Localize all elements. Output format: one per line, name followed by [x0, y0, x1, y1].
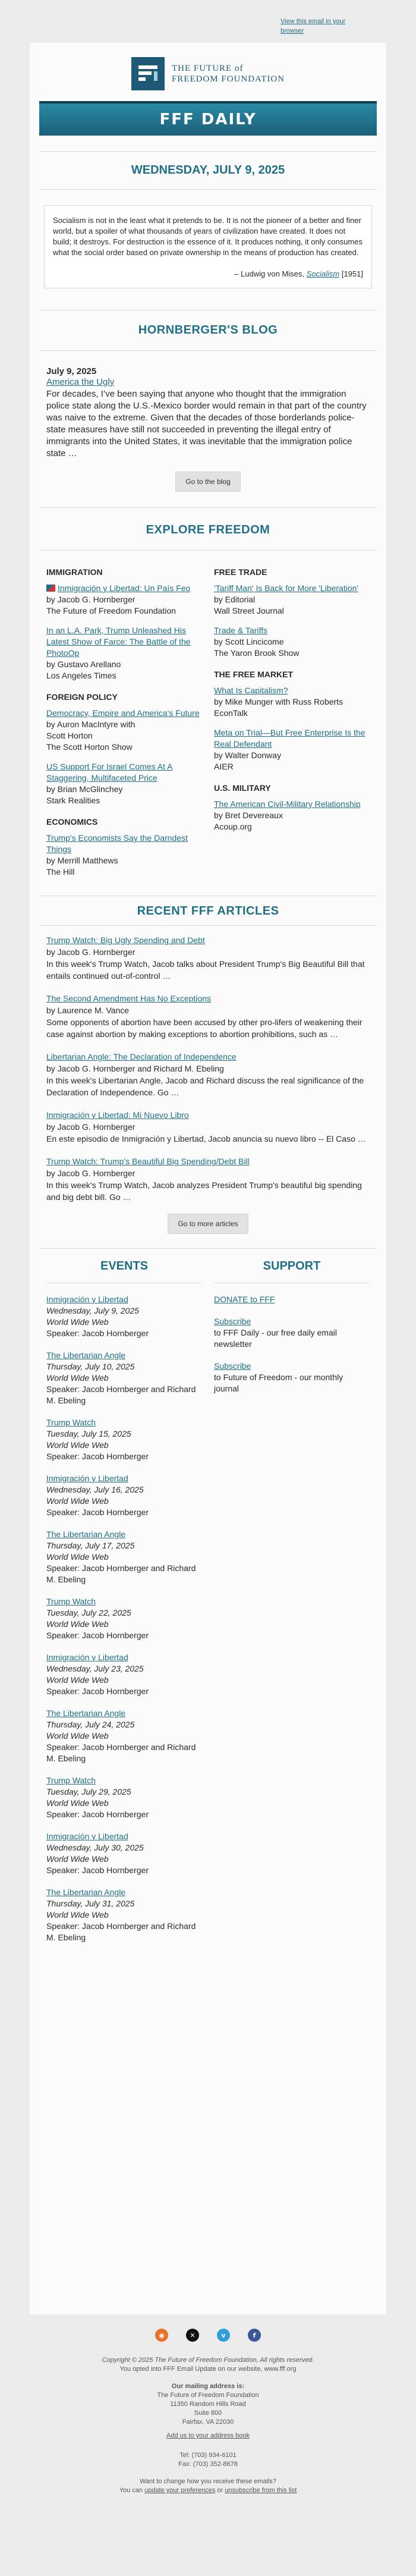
blog-section-title: HORNBERGER'S BLOG	[138, 323, 278, 337]
explore-item	[46, 708, 202, 753]
event-location: World Wide Web	[46, 1675, 109, 1685]
fff-logo-icon	[131, 57, 165, 90]
explore-item-meta: by Editorial	[214, 595, 256, 604]
explore-item-meta: EconTalk	[214, 708, 248, 718]
event-date: Tuesday, July 22, 2025	[46, 1608, 131, 1617]
event-speaker: Speaker: Jacob Hornberger	[46, 1686, 149, 1696]
explore-item-link[interactable]: Trade & Tariffs	[214, 626, 268, 635]
explore-item-meta: Stark Realities	[46, 796, 100, 805]
explore-item	[46, 761, 202, 806]
article-title-link[interactable]: Trump Watch: Trump's Beautiful Big Spending/Debt Bill	[46, 1157, 250, 1166]
email-card	[30, 43, 386, 2314]
article-item	[46, 1155, 370, 1203]
events-title: EVENTS	[100, 1259, 149, 1273]
event-date: Tuesday, July 15, 2025	[46, 1429, 131, 1438]
event-name-link[interactable]: Trump Watch	[46, 1776, 96, 1785]
logo-line-2: FREEDOM FOUNDATION	[171, 74, 285, 84]
address-line: The Future of Freedom Foundation	[157, 2392, 259, 2399]
explore-item-meta: Acoup.org	[214, 822, 252, 831]
explore-item-meta: The Scott Horton Show	[46, 742, 133, 752]
event-item	[46, 1294, 202, 1339]
category-heading: ECONOMICS	[46, 817, 98, 827]
event-name-link[interactable]: Trump Watch	[46, 1418, 96, 1427]
explore-item	[214, 799, 370, 833]
event-location: World Wide Web	[46, 1854, 109, 1864]
issue-date: WEDNESDAY, JULY 9, 2025	[131, 164, 285, 177]
event-speaker: Speaker: Jacob Hornberger	[46, 1631, 149, 1640]
quote-attribution	[53, 269, 363, 279]
x-icon[interactable]: ✕	[186, 2329, 199, 2342]
explore-item	[214, 685, 370, 719]
opted-in-note: You opted into FFF Email Update on our website, www.fff.org	[119, 2365, 297, 2373]
view-in-browser-text[interactable]: View this email in your browser	[281, 18, 346, 34]
explore-item	[46, 833, 202, 878]
explore-item-link[interactable]: Trump's Economists Say the Darndest Things	[46, 833, 188, 854]
divider	[39, 507, 377, 508]
explore-left-column	[46, 557, 202, 886]
event-date: Wednesday, July 23, 2025	[46, 1664, 144, 1673]
article-item	[46, 934, 370, 982]
event-name-link[interactable]: Inmigración y Libertad	[46, 1295, 128, 1304]
explore-item-link[interactable]: Inmigración y Libertad: Un País Feo	[58, 583, 191, 593]
category-heading: IMMIGRATION	[46, 567, 103, 577]
article-excerpt: In this week's Libertarian Angle, Jacob and Richard discuss the real significance of the Declaration of Independence. Go …	[46, 1076, 364, 1097]
explore-item-meta: Los Angeles Times	[46, 671, 116, 680]
article-title-link[interactable]: Inmigración y Libertad: Mi Nuevo Libro	[46, 1110, 189, 1120]
explore-item	[214, 727, 370, 772]
event-name-link[interactable]: Inmigración y Libertad	[46, 1474, 128, 1483]
events-column	[46, 1259, 202, 1954]
event-speaker: Speaker: Jacob Hornberger	[46, 1328, 149, 1338]
explore-item	[46, 583, 202, 617]
explore-item-meta: by Auron MacIntyre with	[46, 720, 135, 729]
explore-item-meta: Scott Horton	[46, 731, 93, 740]
more-articles-button[interactable]: Go to more articles	[168, 1214, 248, 1234]
explore-item	[214, 583, 370, 617]
address-line: 11350 Random Hills Road	[170, 2401, 246, 2408]
explore-item-link[interactable]: 'Tariff Man' Is Back for More 'Liberation'	[214, 583, 359, 593]
event-item	[46, 1708, 202, 1764]
vimeo-icon[interactable]: v	[217, 2329, 230, 2342]
article-title-link[interactable]: The Second Amendment Has No Exceptions	[46, 994, 212, 1003]
copyright: Copyright © 2025 The Future of Freedom Foundation, All rights reserved.	[102, 2357, 314, 2364]
explore-item	[214, 625, 370, 659]
event-name-link[interactable]: The Libertarian Angle	[46, 1529, 126, 1539]
article-author: by Jacob G. Hornberger	[46, 947, 135, 957]
or-text: or	[217, 2487, 223, 2494]
explore-item-meta: The Yaron Brook Show	[214, 648, 300, 658]
support-column	[214, 1259, 370, 1954]
rss-icon[interactable]: ◉	[155, 2329, 168, 2342]
event-item	[46, 1473, 202, 1518]
events-support-columns	[30, 1259, 386, 1954]
article-author: by Jacob G. Hornberger	[46, 1122, 135, 1132]
blog-date: July 9, 2025	[46, 366, 97, 376]
explore-item-meta: The Future of Freedom Foundation	[46, 606, 176, 615]
explore-item-meta: by Mike Munger with Russ Roberts	[214, 697, 343, 706]
subscribe-journal-text: to Future of Freedom - our monthly journal	[214, 1372, 343, 1393]
quote-source-link[interactable]: Socialism	[306, 269, 340, 278]
support-title: SUPPORT	[263, 1259, 321, 1273]
explore-item-link[interactable]: US Support For Israel Comes At A Staggering, Multifaceted Price	[46, 762, 173, 783]
article-author: by Laurence M. Vance	[46, 1006, 130, 1015]
event-item	[46, 1887, 202, 1943]
explore-item-link[interactable]: Democracy, Empire and America's Future	[46, 708, 200, 718]
event-location: World Wide Web	[46, 1619, 109, 1629]
event-location: World Wide Web	[46, 1552, 109, 1562]
article-item	[46, 1109, 370, 1145]
logo-line-1: THE FUTURE of	[171, 64, 244, 73]
event-name-link[interactable]: Inmigración y Libertad	[46, 1653, 128, 1662]
telephone: Tel: (703) 934-6101	[179, 2452, 237, 2459]
event-date: Wednesday, July 30, 2025	[46, 1843, 144, 1852]
explore-item-link[interactable]: In an L.A. Park, Trump Unleashed His Latest Show of Farce: The Battle of the PhotoOp	[46, 626, 191, 658]
event-location: World Wide Web	[46, 1798, 109, 1808]
explore-item-link[interactable]: The American Civil-Military Relationship	[214, 799, 361, 809]
category-heading: THE FREE MARKET	[214, 670, 293, 679]
event-date: Thursday, July 31, 2025	[46, 1899, 135, 1908]
blog-post-title-link[interactable]: America the Ugly	[46, 377, 115, 387]
event-speaker: Speaker: Jacob Hornberger	[46, 1865, 149, 1875]
article-title-link[interactable]: Libertarian Angle: The Declaration of Independence	[46, 1052, 237, 1061]
article-author: by Jacob G. Hornberger	[46, 1168, 135, 1178]
go-to-blog-button[interactable]: Go to the blog	[175, 472, 240, 492]
events-list	[46, 1294, 202, 1943]
event-speaker: Speaker: Jacob Hornberger and Richard M. Ebeling	[46, 1921, 196, 1942]
event-date: Thursday, July 17, 2025	[46, 1541, 135, 1550]
subscribe-journal-link[interactable]: Subscribe	[214, 1361, 251, 1371]
quote-author: – Ludwig von Mises,	[234, 269, 304, 278]
footer	[0, 2329, 416, 2495]
preferences-line	[0, 2486, 416, 2495]
event-date: Thursday, July 10, 2025	[46, 1362, 135, 1371]
event-name-link[interactable]: Inmigración y Libertad	[46, 1832, 128, 1841]
article-title-link[interactable]: Trump Watch: Big Ugly Spending and Debt	[46, 935, 205, 945]
explore-columns	[30, 557, 386, 886]
change-note: Want to change how you receive these emails?	[139, 2478, 277, 2485]
unsubscribe-link[interactable]: unsubscribe from this list	[225, 2487, 297, 2494]
event-speaker: Speaker: Jacob Hornberger and Richard M. Ebeling	[46, 1563, 196, 1584]
event-speaker: Speaker: Jacob Hornberger	[46, 1507, 149, 1517]
address-line: Suite 800	[194, 2409, 222, 2417]
recent-section-title: RECENT FFF ARTICLES	[137, 904, 279, 918]
event-date: Tuesday, July 29, 2025	[46, 1787, 131, 1796]
event-name-link[interactable]: Trump Watch	[46, 1597, 96, 1606]
explore-section-title: EXPLORE FREEDOM	[146, 523, 270, 536]
category-heading: FREE TRADE	[214, 567, 267, 577]
event-date: Wednesday, July 9, 2025	[46, 1306, 139, 1315]
article-excerpt: En este episodio de Inmigración y Libertad, Jacob anuncia su nuevo libro -- El Caso …	[46, 1134, 366, 1144]
article-author: by Jacob G. Hornberger and Richard M. Ebeling	[46, 1064, 224, 1073]
divider	[39, 925, 377, 926]
address-book-link[interactable]: Add us to your address book	[166, 2432, 250, 2439]
explore-item-link[interactable]: Meta on Trial—But Free Enterprise Is the Real Defendant	[214, 728, 365, 749]
article-excerpt: In this week's Trump Watch, Jacob talks about President Trump's Big Beautiful Bill that entails continued out-of-control …	[46, 959, 365, 981]
blog-excerpt: For decades, I’ve been saying that anyone who thought that the immigration police state along the U.S.-Mexico border would remain in that part of the country was naive to the extreme. Given that the decades of those borderlands police-state measures have still not succeeded in preventing the illegal entry of immigrants into the United States, it was inevitable that the immigration police state …	[46, 389, 367, 458]
category-heading: FOREIGN POLICY	[46, 692, 118, 702]
quote-box	[44, 205, 372, 288]
donate-link[interactable]: DONATE to FFF	[214, 1295, 275, 1304]
view-in-browser-link[interactable]	[281, 17, 370, 36]
subscribe-daily-link[interactable]: Subscribe	[214, 1317, 251, 1326]
address-line: Fairfax, VA 22030	[182, 2418, 234, 2426]
explore-item-meta: AIER	[214, 762, 234, 771]
category-heading: U.S. MILITARY	[214, 783, 271, 793]
divider	[39, 550, 377, 551]
explore-item-meta: by Walter Donway	[214, 750, 282, 760]
event-item	[46, 1350, 202, 1406]
event-location: World Wide Web	[46, 1317, 109, 1327]
article-excerpt: Some opponents of abortion have been accused by other pro-lifers of weakening their case against abortion by making exceptions to abortion prohibitions, such as …	[46, 1017, 363, 1039]
facebook-icon[interactable]: f	[248, 2329, 261, 2342]
event-date: Wednesday, July 16, 2025	[46, 1485, 144, 1494]
flag-icon	[46, 585, 55, 592]
explore-item-meta: by Bret Devereaux	[214, 811, 283, 820]
blog-section	[30, 366, 386, 492]
logo-text	[172, 63, 285, 84]
divider	[39, 1248, 377, 1249]
article-item	[46, 1051, 370, 1098]
event-speaker: Speaker: Jacob Hornberger	[46, 1452, 149, 1461]
article-item	[46, 992, 370, 1040]
mailing-title: Our mailing address is:	[171, 2383, 245, 2390]
event-date: Thursday, July 24, 2025	[46, 1720, 135, 1729]
fff-daily-banner: FFF DAILY	[39, 101, 377, 136]
quote-text: Socialism is not in the least what it pretends to be. It is not the pioneer of a better and finer world, but a spoiler of what thousands of years of civilization have created. It does not build; it destroys. For destruction is the essence of it. It produces nothing, it only consumes what the social order based on private ownership in the means of production has created.	[53, 216, 363, 257]
explore-item-meta: Wall Street Journal	[214, 606, 284, 615]
event-item	[46, 1652, 202, 1697]
event-name-link[interactable]: The Libertarian Angle	[46, 1708, 126, 1718]
event-location: World Wide Web	[46, 1496, 109, 1506]
event-name-link[interactable]: The Libertarian Angle	[46, 1350, 126, 1360]
quote-year: [1951]	[341, 269, 363, 278]
explore-item-link[interactable]: What Is Capitalism?	[214, 686, 288, 695]
divider	[39, 189, 377, 190]
fax: Fax: (703) 352-8678	[178, 2461, 238, 2468]
update-preferences-link[interactable]: update your preferences	[144, 2487, 216, 2494]
explore-item-meta: by Brian McGlinchey	[46, 784, 123, 794]
explore-item-meta: by Gustavo Arellano	[46, 659, 121, 669]
event-location: World Wide Web	[46, 1373, 109, 1383]
event-location: World Wide Web	[46, 1910, 109, 1920]
subscribe-daily-text: to FFF Daily - our free daily email newsletter	[214, 1328, 337, 1349]
event-item	[46, 1831, 202, 1876]
event-speaker: Speaker: Jacob Hornberger	[46, 1810, 149, 1819]
event-item	[46, 1417, 202, 1462]
explore-item-meta: by Scott Lincicome	[214, 637, 284, 646]
event-item	[46, 1596, 202, 1641]
recent-articles-list	[30, 934, 386, 1203]
explore-right-column	[214, 557, 370, 886]
explore-item-meta: The Hill	[46, 867, 75, 877]
event-speaker: Speaker: Jacob Hornberger and Richard M. Ebeling	[46, 1742, 196, 1763]
divider	[39, 151, 377, 152]
you-can-text: You can	[119, 2487, 143, 2494]
event-item	[46, 1775, 202, 1820]
article-excerpt: In this week's Trump Watch, Jacob analyzes President Trump's beautiful big spending and big debt bill. Go …	[46, 1180, 362, 1202]
event-location: World Wide Web	[46, 1731, 109, 1741]
event-location: World Wide Web	[46, 1440, 109, 1450]
logo[interactable]	[30, 56, 386, 92]
event-name-link[interactable]: The Libertarian Angle	[46, 1887, 126, 1897]
event-speaker: Speaker: Jacob Hornberger and Richard M. Ebeling	[46, 1384, 196, 1405]
event-item	[46, 1529, 202, 1585]
explore-item-meta: by Merrill Matthews	[46, 856, 118, 865]
social-icons	[0, 2329, 416, 2342]
explore-item	[46, 625, 202, 681]
explore-item-meta: by Jacob G. Hornberger	[46, 595, 135, 604]
divider	[39, 350, 377, 351]
